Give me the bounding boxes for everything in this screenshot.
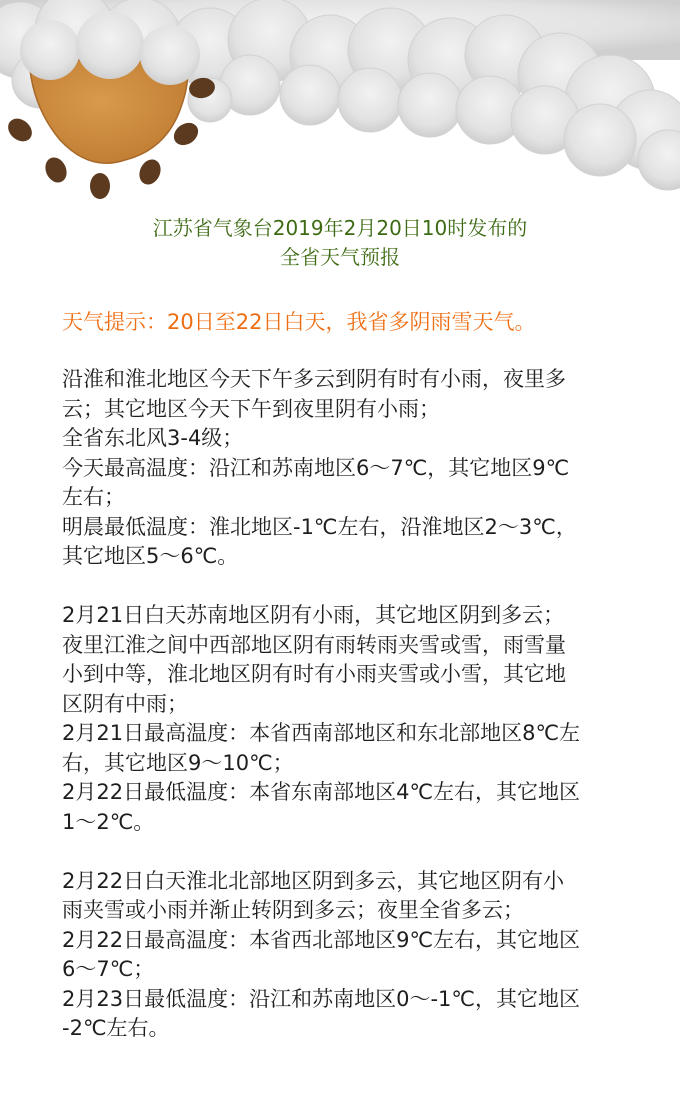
sun-icon	[20, 11, 200, 163]
text-line: 1～2℃。	[62, 809, 155, 834]
text-line: 明晨最低温度：淮北地区-1℃左右，沿淮地区2～3℃，	[62, 514, 577, 539]
weather-tip: 天气提示：20日至22日白天，我省多阴雨雪天气。	[62, 310, 536, 334]
text-line: 云；其它地区今天下午到夜里阴有小雨；	[62, 396, 440, 421]
text-line: 区阴有中雨；	[62, 691, 188, 716]
text-line: 其它地区5～6℃。	[62, 544, 239, 568]
publisher-line: 江苏省气象台2019年2月20日10时发布的	[152, 216, 528, 240]
weather-banner	[0, 0, 680, 200]
text-line: 2月22日白天淮北北部地区阴到多云，其它地区阴有小	[62, 868, 565, 893]
sun-cloud-illustration	[0, 0, 680, 200]
text-line: 2月21日白天苏南地区阴有小雨，其它地区阴到多云；	[62, 603, 565, 627]
text-line: 右，其它地区9～10℃；	[62, 750, 294, 775]
text-line: 2月21日最高温度：本省西南部地区和东北部地区8℃左	[62, 721, 581, 745]
text-line: -2℃左右。	[62, 1016, 170, 1040]
page-title: 全省天气预报	[280, 245, 400, 269]
forecast-body	[62, 365, 638, 1073]
paragraph-feb-22	[62, 867, 638, 1044]
text-line: 2月22日最高温度：本省西北部地区9℃左右，其它地区	[62, 927, 581, 952]
paragraph-feb-21	[62, 601, 638, 837]
text-line: 小到中等，淮北地区阴有时有小雨夹雪或小雪，其它地	[62, 662, 566, 686]
text-line: 全省东北风3-4级；	[62, 426, 244, 450]
text-line: 2月22日最低温度：本省东南部地区4℃左右，其它地区	[62, 780, 581, 804]
text-line: 6～7℃；	[62, 957, 155, 981]
text-line: 雨夹雪或小雨并渐止转阴到多云；夜里全省多云；	[62, 898, 524, 922]
forecast-heading	[0, 214, 680, 272]
paragraph-today	[62, 365, 638, 572]
text-line: 沿淮和淮北地区今天下午多云到阴有时有小雨，夜里多	[62, 367, 566, 391]
text-line: 今天最高温度：沿江和苏南地区6～7℃，其它地区9℃	[62, 455, 570, 480]
text-line: 2月23日最低温度：沿江和苏南地区0～-1℃，其它地区	[62, 986, 580, 1011]
text-line: 左右；	[62, 485, 125, 509]
text-line: 夜里江淮之间中西部地区阴有雨转雨夹雪或雪，雨雪量	[62, 632, 566, 657]
